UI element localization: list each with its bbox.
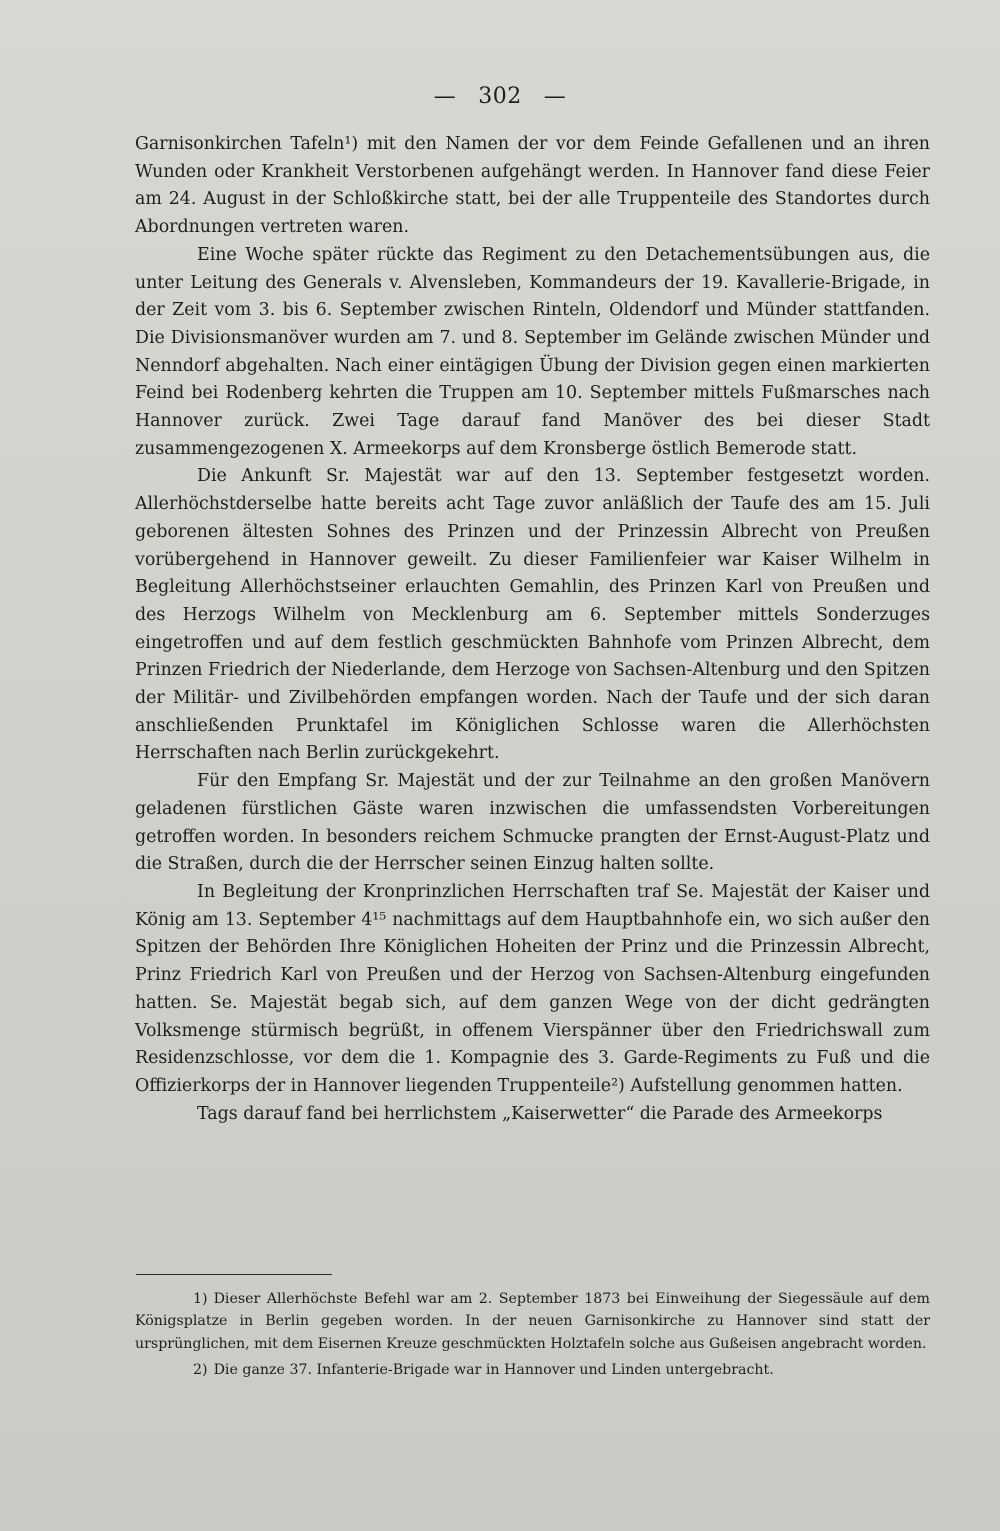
page-number: 302: [478, 84, 522, 109]
footnote-2-mark: 2): [193, 1361, 208, 1378]
paragraph-4: Für den Empfang Sr. Majestät und der zur Teilnahme an den großen Manövern geladenen fürstlichen Gäste waren inzwischen die umfassendsten Vorbereitungen getroffen worden. In besonders reichem Schmucke prangten der Ernst-August-Platz und die Straßen, durch die der Herrscher seinen Einzug halten sollte.: [135, 771, 930, 875]
paragraph-5: In Begleitung der Kronprinzlichen Herrschaften traf Se. Majestät der Kaiser und König am 13. September 4¹⁵ nachmittags auf dem Hauptbahnhofe ein, wo sich außer den Spitzen der Behörden Ihre Königlichen Hoheiten der Prinz und die Prinzessin Albrecht, Prinz Friedrich Karl von Preußen und der Herzog von Sachsen-Altenburg eingefunden hatten. Se. Majestät begab sich, auf dem ganzen Wege von der dicht gedrängten Volksmenge stürmisch begrüßt, in offenem Vierspänner über den Friedrichswall zum Residenzschlosse, vor dem die 1. Kompagnie des 3. Garde-Regiments zu Fuß und die Offizierkorps der in Hannover liegenden Truppenteile²) Aufstellung genommen hatten.: [135, 881, 930, 1096]
footnote-1-text: Dieser Allerhöchste Befehl war am 2. September 1873 bei Einweihung der Siegessäule auf dem Königsplatze in Berlin gegeben worden. In der neuen Garnisonkirche zu Hannover sind statt der ursprünglichen, mit dem Eisernen Kreuze geschmückten Holztafeln solche aus Gußeisen angebracht worden.: [135, 1291, 930, 1352]
paragraph-1: Garnisonkirchen Tafeln¹) mit den Namen der vor dem Feinde Gefallenen und an ihren Wunden oder Krankheit Verstorbenen aufgehängt werden. In Hannover fand diese Feier am 24. August in der Schloßkirche statt, bei der alle Truppenteile des Standortes durch Abordnungen vertreten waren.: [135, 134, 930, 238]
footnote-1: [135, 1288, 930, 1355]
footnote-1-mark: 1): [193, 1291, 208, 1307]
footnote-divider: [136, 1274, 332, 1275]
page-number-dash-right: —: [543, 84, 567, 109]
footnotes: [135, 1288, 930, 1385]
main-text: [135, 131, 930, 1128]
paragraph-3: Die Ankunft Sr. Majestät war auf den 13. September festgesetzt worden. Allerhöchstderselbe hatte bereits acht Tage zuvor anläßlich der Taufe des am 15. Juli geborenen ältesten Sohnes des Prinzen und der Prinzessin Albrecht von Preußen vorübergehend in Hannover geweilt. Zu dieser Familienfeier war Kaiser Wilhelm in Begleitung Allerhöchstseiner erlauchten Gemahlin, des Prinzen Karl von Preußen und des Herzogs Wilhelm von Mecklenburg am 6. September mittels Sonderzuges eingetroffen und auf dem festlich geschmückten Bahnhofe vom Prinzen Albrecht, dem Prinzen Friedrich der Niederlande, dem Herzoge von Sachsen-Altenburg und den Spitzen der Militär- und Zivilbehörden empfangen worden. Nach der Taufe und der sich daran anschließenden Prunktafel im Königlichen Schlosse waren die Allerhöchsten Herrschaften nach Berlin zurückgekehrt.: [135, 466, 930, 764]
paragraph-6: Tags darauf fand bei herrlichstem „Kaiserwetter“ die Parade des Armeekorps: [197, 1103, 883, 1124]
footnote-2-text: Die ganze 37. Infanterie-Brigade war in Hannover und Linden untergebracht.: [213, 1361, 774, 1378]
footnote-2: [135, 1359, 930, 1381]
page-number-dash-left: —: [433, 84, 457, 109]
paragraph-2: Eine Woche später rückte das Regiment zu den Detachementsübungen aus, die unter Leitung des Generals v. Alvensleben, Kommandeurs der 19. Kavallerie-Brigade, in der Zeit vom 3. bis 6. September zwischen Rinteln, Oldendorf und Münder stattfanden. Die Divisionsmanöver wurden am 7. und 8. September im Gelände zwischen Münder und Nenndorf abgehalten. Nach einer eintägigen Übung der Division gegen einen markierten Feind bei Rodenberg kehrten die Truppen am 10. September mittels Fußmarsches nach Hannover zurück. Zwei Tage darauf fand Manöver des bei dieser Stadt zusammengezogenen X. Armeekorps auf dem Kronsberge östlich Bemerode statt.: [135, 244, 930, 459]
page-number-header: [0, 84, 1000, 109]
